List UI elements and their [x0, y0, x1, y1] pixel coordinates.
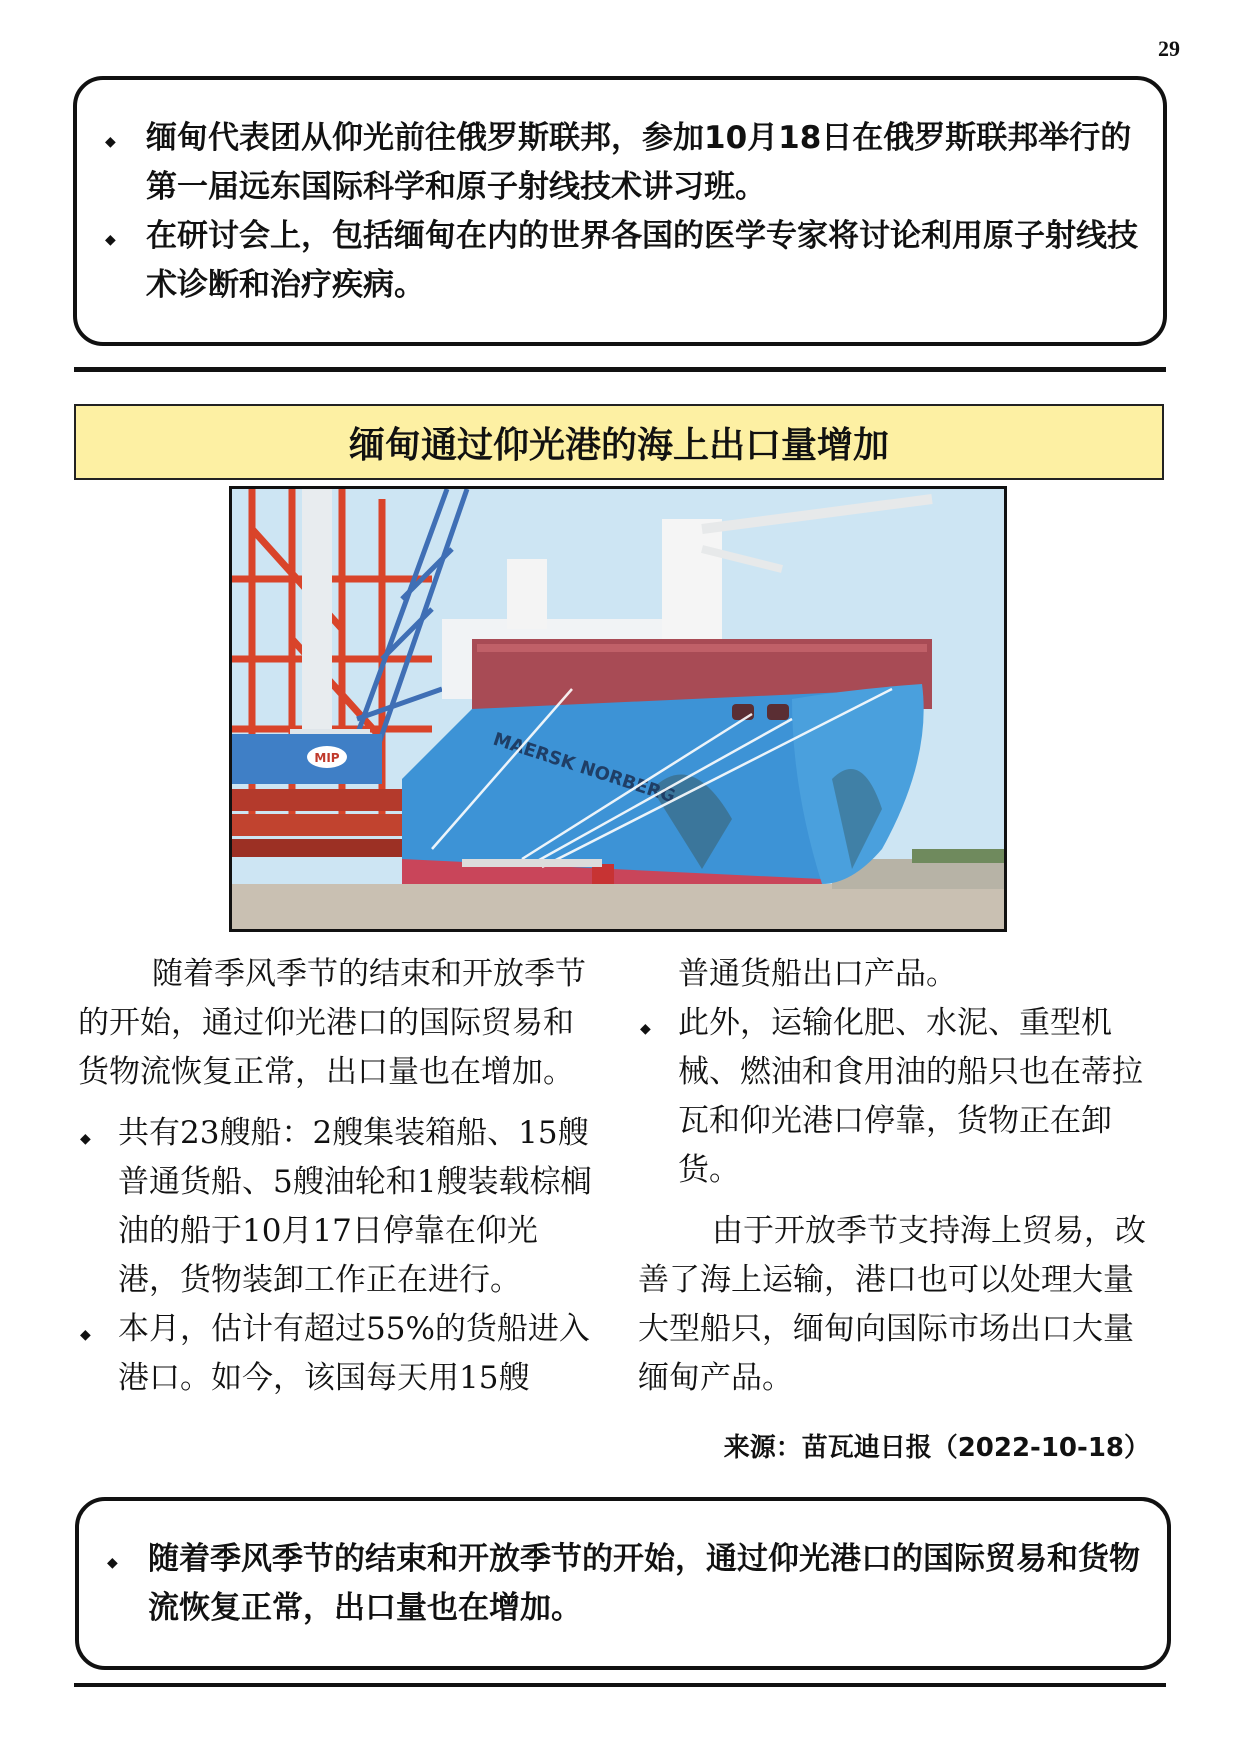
article-bullet [638, 999, 1158, 1195]
article-source: 来源：苗瓦迪日报（2022-10-18） [723, 1433, 1150, 1463]
port-photo [229, 486, 1007, 932]
diamond-bullet-icon: ◆ [107, 1555, 118, 1571]
article-bullet [78, 1109, 598, 1305]
diamond-bullet-icon: ◆ [80, 1327, 91, 1343]
diamond-bullet-icon: ◆ [640, 1021, 651, 1037]
summary-list-top [91, 114, 1149, 310]
page-number: 29 [1158, 36, 1180, 61]
article-intro: 随着季风季节的结束和开放季节的开始，通过仰光港口的国际贸易和货物流恢复正常，出口量也在增加。 [78, 956, 586, 1090]
summary-item-text: 缅甸代表团从仰光前往俄罗斯联邦，参加10月18日在俄罗斯联邦举行的第一届远东国际科学和原子射线技术讲习班。 [146, 120, 1132, 205]
article-bullet-list [638, 999, 1158, 1195]
diamond-bullet-icon: ◆ [105, 134, 116, 150]
summary-box-bottom [75, 1497, 1171, 1670]
summary-box-top [73, 76, 1167, 346]
article-closing: 由于开放季节支持海上贸易，改善了海上运输，港口也可以处理大量大型船只，缅甸向国际市场出口大量缅甸产品。 [638, 1213, 1146, 1396]
ship-name: MAERSK NORBERG [490, 728, 678, 808]
article-title: 缅甸通过仰光港的海上出口量增加 [74, 404, 1164, 480]
summary-item [91, 114, 1149, 212]
summary-item [91, 212, 1149, 310]
article-bullet-text: 本月，估计有超过55%的货船进入港口。如今，该国每天用15艘 [118, 1311, 590, 1396]
summary-item-text: 随着季风季节的结束和开放季节的开始，通过仰光港口的国际贸易和货物流恢复正常，出口量也在增加。 [148, 1541, 1140, 1626]
section-divider [74, 367, 1166, 372]
article-left-column [78, 950, 598, 1403]
article-continuation: 普通货船出口产品。 [678, 956, 957, 992]
bottom-divider [74, 1683, 1166, 1687]
summary-item [93, 1535, 1155, 1633]
crane-logo: MIP [314, 751, 340, 765]
summary-item-text: 在研讨会上，包括缅甸在内的世界各国的医学专家将讨论利用原子射线技术诊断和治疗疾病。 [146, 218, 1138, 303]
article-right-column [638, 950, 1158, 1403]
article-bullet-list [78, 1109, 598, 1403]
summary-list-bottom [93, 1535, 1155, 1633]
article-bullet-text: 此外，运输化肥、水泥、重型机械、燃油和食用油的船只也在蒂拉瓦和仰光港口停靠，货物正在卸货。 [678, 1005, 1143, 1188]
article-bullet [78, 1305, 598, 1403]
diamond-bullet-icon: ◆ [105, 232, 116, 248]
article-bullet-text: 共有23艘船：2艘集装箱船、15艘普通货船、5艘油轮和1艘装载棕榈油的船于10月17日停靠在仰光港，货物装卸工作正在进行。 [118, 1115, 592, 1298]
diamond-bullet-icon: ◆ [80, 1131, 91, 1147]
